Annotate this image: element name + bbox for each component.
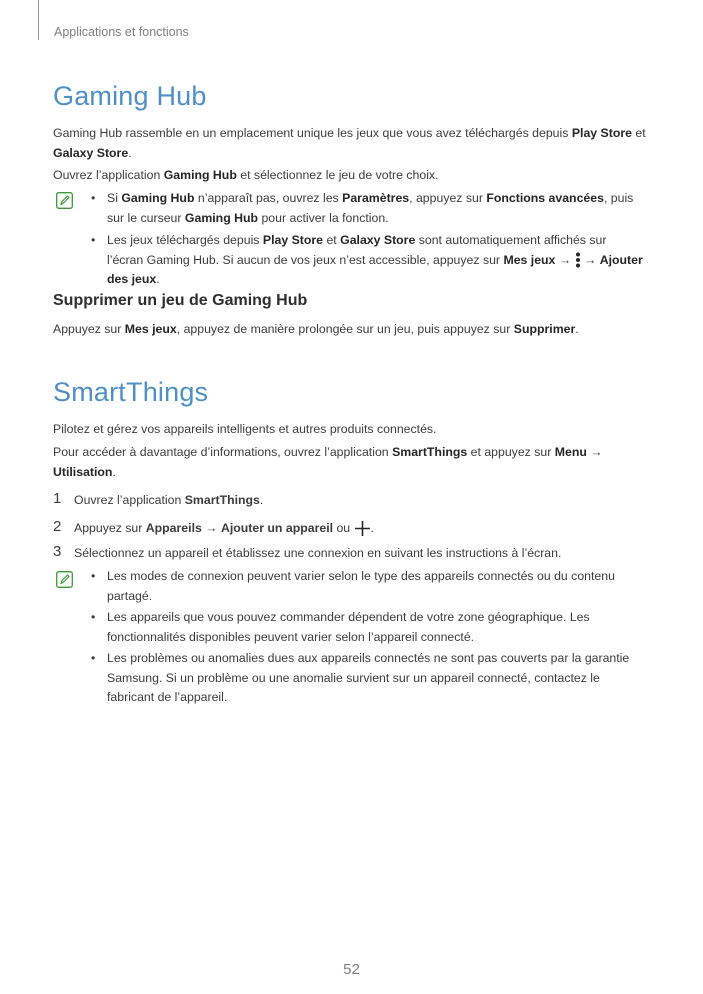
gaming-hub-note-item: • Si Gaming Hub n’apparaît pas, ouvrez les Paramètres, appuyez sur Fonctions avancées, puis sur le curseur Gaming Hub pour activer la fonction. [91, 191, 634, 225]
header-divider [38, 0, 39, 40]
step-item: 1 Ouvrez l’application SmartThings. [53, 490, 264, 507]
bullet: • [91, 610, 96, 624]
note-icon [56, 571, 73, 588]
bullet: • [91, 651, 96, 665]
gaming-hub-intro: Gaming Hub rassemble en un emplacement unique les jeux que vous avez téléchargés depuis Play Store et Galaxy Store. [53, 126, 646, 160]
remove-game-instructions: Appuyez sur Mes jeux, appuyez de manière prolongée sur un jeu, puis appuyez sur Supprimer. [53, 322, 579, 336]
smartthings-more-info: Pour accéder à davantage d’informations, ouvrez l’application SmartThings et appuyez sur Menu → Utilisation. [53, 445, 603, 479]
gaming-hub-note-item: • Les jeux téléchargés depuis Play Store et Galaxy Store sont automatiquement affichés sur l’écran Gaming Hub. Si aucun de vos jeux n’est accessible, appuyez sur Mes jeux → → Ajouter des jeux. [91, 233, 643, 286]
step-item: 3 Sélectionnez un appareil et établissez une connexion en suivant les instructions à l’écran. [53, 543, 562, 560]
smartthings-note-item: • Les problèmes ou anomalies dues aux appareils connectés ne sont pas couverts par la garantie Samsung. Si un problème ou une anomalie survient sur un appareil connecté, contactez le fabricant de l’appareil. [91, 651, 630, 704]
step-number: 3 [53, 543, 62, 560]
smartthings-intro: Pilotez et gérez vos appareils intelligents et autres produits connectés. [53, 422, 437, 436]
page-number: 52 [343, 961, 360, 978]
remove-game-heading: Supprimer un jeu de Gaming Hub [53, 292, 308, 309]
step-number: 1 [53, 490, 62, 507]
bullet: • [91, 191, 96, 205]
step-number: 2 [53, 518, 62, 535]
gaming-hub-open: Ouvrez l’application Gaming Hub et sélectionnez le jeu de votre choix. [53, 168, 439, 182]
smartthings-note-item: • Les appareils que vous pouvez commander dépendent de votre zone géographique. Les fonctionnalités disponibles peuvent varier selon l’appareil connecté. [91, 610, 590, 644]
gaming-hub-title: Gaming Hub [53, 81, 207, 111]
bullet: • [91, 569, 96, 583]
note-icon [56, 192, 73, 209]
smartthings-note-item: • Les modes de connexion peuvent varier selon le type des appareils connectés ou du contenu partagé. [91, 569, 615, 603]
smartthings-title: SmartThings [53, 377, 209, 407]
breadcrumb: Applications et fonctions [54, 25, 189, 39]
bullet: • [91, 233, 96, 247]
add-icon [354, 520, 371, 537]
step-item: 2 Appuyez sur Appareils → Ajouter un appareil ou . [53, 519, 648, 539]
